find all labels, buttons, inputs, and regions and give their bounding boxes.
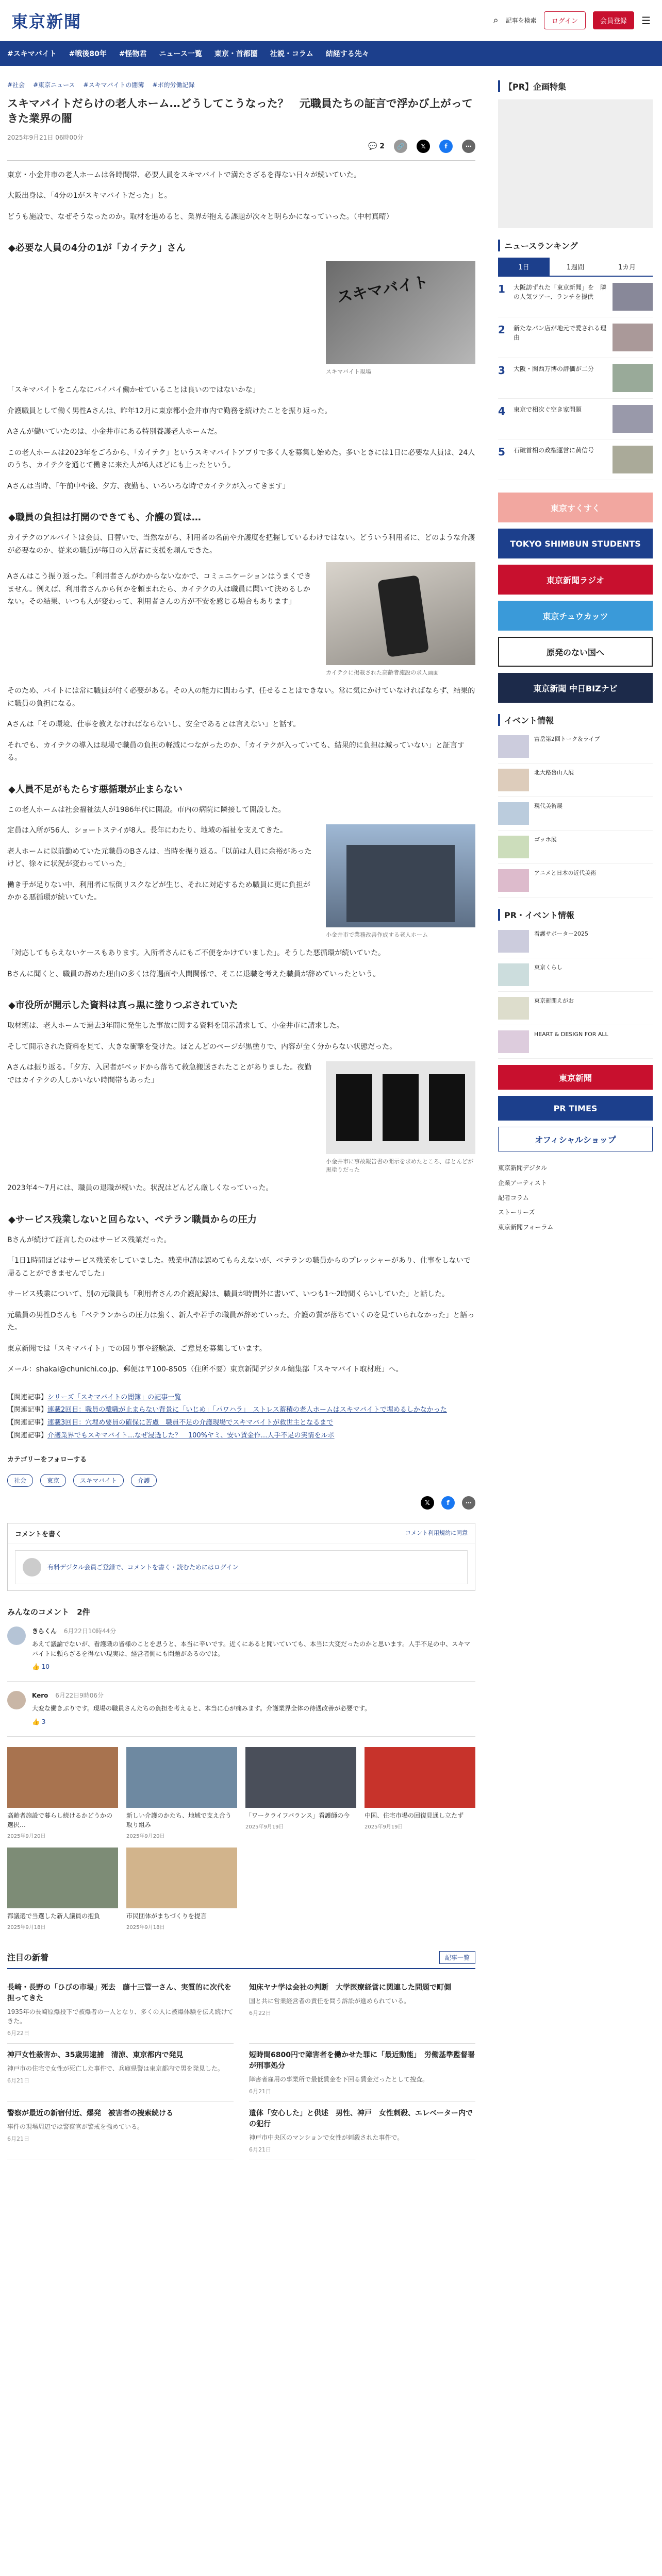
site-header: [0, 0, 662, 41]
paragraph: 介護職員として働く男性Aさんは、昨年12月に東京都小金井市内で勤務を続けたことを振り返った。: [7, 406, 332, 415]
paragraph: 東京新聞では「スキマバイト」での困り事や経験談、ご意見を募集しています。: [7, 1344, 267, 1353]
breadcrumb: [7, 80, 475, 89]
pr-title: 東京新聞えがお: [534, 997, 574, 1004]
promo-banner[interactable]: 東京新聞ラジオ: [498, 565, 653, 595]
sidebar: [498, 72, 653, 1235]
latest-more-link[interactable]: 記事一覧: [439, 1951, 475, 1964]
latest-item-date: 6月21日: [249, 2088, 271, 2095]
recommend-card[interactable]: [245, 1747, 356, 1839]
promo-banner[interactable]: 原発のない国へ: [498, 637, 653, 667]
more-link[interactable]: ストーリーズ: [498, 1209, 535, 1216]
card-title: 「ワークライフバランス」看護師の今: [245, 1811, 350, 1819]
latest-item-title: 警察が最近の新宿付近、爆発 被害者の捜索続ける: [7, 2109, 173, 2117]
event-item[interactable]: [498, 764, 653, 797]
paragraph: Aさんは振り返る。「夕方、入居者がベッドから落ちて救急搬送されたことがありました。夜勤ではカイテクの人しかいない時間帯もあった」: [7, 1063, 312, 1084]
comment-date: 6月22日10時44分: [63, 1627, 117, 1635]
card-image: [365, 1747, 475, 1808]
more-share-icon[interactable]: ⋯: [462, 140, 475, 153]
card-image: [245, 1747, 356, 1808]
event-item[interactable]: [498, 864, 653, 897]
latest-item[interactable]: [249, 2102, 475, 2160]
related-label: 【関連記事】: [7, 1393, 48, 1401]
pr-title: 【PR】企画特集: [498, 80, 653, 92]
ranking-title: ニュースランキング: [498, 240, 653, 251]
more-link[interactable]: 東京新聞デジタル: [498, 1164, 548, 1172]
event-title: 富岳第2回トーク＆ライブ: [534, 736, 600, 742]
related-label: 【関連記事】: [7, 1406, 48, 1414]
paragraph: そして開示された資料を見て、大きな衝撃を受けた。ほとんどのページが黒塗りで、内容が全く分からない状態だった。: [7, 1042, 397, 1051]
card-image: [7, 1848, 118, 1908]
rank-number: 1: [498, 283, 505, 295]
register-button[interactable]: 会員登録: [593, 11, 634, 29]
paragraph: Bさんに聞くと、職員の辞めた理由の多くは待遇面や人間関係で、そこに退職を考えた職員が辞めていったという。: [7, 970, 380, 978]
related-link[interactable]: 介護業界でもスキマバイト…なぜ浸透した？ 100%ヤミ、安い賃金作…人手不足の実情をルポ: [47, 1431, 335, 1439]
article-title: スキマバイトだらけの老人ホーム…どうしてこうなった？ 元職員たちの証言で浮かび上がってきた業界の闇: [7, 97, 473, 125]
latest-item-title: 神戸女性殺害か、35歳男逮捕 清涼、東京都内で発見: [7, 2050, 184, 2059]
related-link[interactable]: 連載3回目：穴埋め要員の確保に苦慮 職員不足の介護現場でスキマバイトが救世主となるまで: [47, 1419, 334, 1427]
card-title: 市民団体がまちづくりを提言: [126, 1912, 207, 1920]
breadcrumb-item[interactable]: #東京ニュース: [33, 81, 75, 89]
recommend-grid: [7, 1747, 475, 1930]
latest-item[interactable]: [249, 1976, 475, 2044]
latest-item[interactable]: [7, 2102, 234, 2160]
x-share-icon[interactable]: 𝕏: [421, 1496, 434, 1510]
latest-item-date: 6月21日: [7, 2135, 29, 2142]
promo-banner[interactable]: 東京チュウカッツ: [498, 601, 653, 631]
ranking-item[interactable]: [498, 317, 653, 358]
article-photo[interactable]: [326, 824, 475, 927]
article-photo[interactable]: スキマバイト: [326, 261, 475, 364]
pr-thumb: [498, 1030, 529, 1053]
ranking-tabs: [498, 258, 653, 277]
ranking-item[interactable]: [498, 277, 653, 317]
article-date: 2025年9月21日 06時00分: [7, 133, 84, 141]
facebook-share-icon[interactable]: f: [439, 140, 453, 153]
promo-banner[interactable]: 東京新聞 中日BIZナビ: [498, 673, 653, 703]
comment-list: [7, 1617, 475, 1737]
paragraph: 働き手が足りない中、利用者に転倒リスクなどが生じ、それに対応するため職員に更に負担がかかる悪循環が続いていた。: [7, 880, 310, 902]
card-title: 都議選で当選した新人議員の抱負: [7, 1912, 101, 1920]
global-nav: [0, 41, 662, 66]
rank-title: 大阪訪ずれた「東京新聞」を 隣の人気ツアー、ランチを提供: [514, 284, 607, 300]
section-heading: ◆市役所が開示した資料は真っ黒に塗りつぶされていた: [8, 1000, 238, 1011]
event-thumb: [498, 735, 529, 758]
follow-tag[interactable]: スキマバイト: [73, 1474, 124, 1487]
paragraph: 老人ホームに以前勤めていた元職員のBさんは、当時を振り返る。「以前は人員に余裕があったけど、徐々に状況が変わっていった」: [7, 847, 312, 869]
lead-paragraph: 東京・小金井市の老人ホームは各時間帯、必要人員をスキマバイトで満たさざるを得ない日々が続いていた。: [7, 171, 361, 179]
rank-title: 大阪・関西万博の評価が二分: [514, 365, 594, 372]
paragraph: 取材班は、老人ホームで過去3年間に発生した事故に関する資料を開示請求して、小金井市に請求した。: [7, 1022, 344, 1030]
site-logo[interactable]: 東京新聞: [11, 11, 82, 31]
paragraph: どうも施設で、なぜそうなったのか。取材を進めると、業界が抱える課題が次々と明らかになっていった。（中村真晴）: [7, 212, 393, 221]
card-title: 中国、住宅市場の回復見通し立たず: [365, 1811, 464, 1819]
follow-tags: [7, 1474, 475, 1487]
pr-title: HEART & DESIGN FOR ALL: [534, 1031, 608, 1038]
paragraph: それでも、カイテクの導入は現場で職員の負担の軽減につながったのか、「カイテクが入っていても、結果的に負担は減っていない」と証言する。: [7, 741, 465, 762]
recommend-card[interactable]: [126, 1848, 237, 1930]
menu-icon[interactable]: ☰: [641, 14, 651, 27]
like-icon[interactable]: 👍: [32, 1718, 40, 1725]
pr-thumb: [498, 963, 529, 986]
pr-thumb: [498, 930, 529, 953]
promo-banner[interactable]: TOKYO SHIMBUN STUDENTS: [498, 529, 653, 558]
pr2-title: PR・イベント情報: [498, 909, 653, 921]
event-item[interactable]: [498, 730, 653, 764]
facebook-share-icon[interactable]: f: [441, 1496, 455, 1510]
login-button[interactable]: ログイン: [544, 11, 586, 29]
follow-label: カテゴリーをフォローする: [7, 1455, 87, 1464]
breadcrumb-item[interactable]: #ポ的労働記録: [152, 81, 195, 89]
paragraph: そのため、バイトには常に職員が付く必要がある。その人の能力に関わらず、任せることはできない。常に気にかけていなければならず、結果的に職員の負担になる。: [7, 687, 475, 708]
pr-thumb: [498, 997, 529, 1020]
x-share-icon[interactable]: 𝕏: [417, 140, 430, 153]
nav-item[interactable]: ニュース一覧: [159, 50, 202, 58]
follow-tag[interactable]: 東京: [40, 1474, 66, 1487]
breadcrumb-item[interactable]: #スキマバイトの闇簿: [83, 81, 144, 89]
paragraph: この老人ホームは社会福祉法人が1986年代に開設。市内の病院に隣接して開設した。: [7, 805, 286, 814]
paragraph: 「1日1時間ほどはサービス残業をしていました。残業申請は認めてもらえないが、ベテランの職員からのプレッシャーがあり、仕事をしないで帰ることができませんでした」: [7, 1257, 471, 1278]
comment-user: きらくん: [32, 1627, 57, 1635]
section-heading: ◆必要な人員の4分の1が「カイテク」さん: [8, 243, 186, 254]
like-count: 10: [41, 1663, 50, 1671]
comment-text: 大変な働きぶりです。現場の職員さんたちの負担を考えると、本当に心が痛みます。介護業界全体の待遇改善が必要です。: [32, 1705, 371, 1713]
event-title: 北大路魯山人展: [534, 769, 574, 776]
comment-item: [7, 1617, 475, 1682]
latest-item-date: 6月21日: [249, 2146, 271, 2153]
event-thumb: [498, 836, 529, 858]
more-link[interactable]: 東京新聞フォーラム: [498, 1224, 554, 1231]
follow-tag[interactable]: 介護: [131, 1474, 157, 1487]
related-links: [7, 1392, 475, 1443]
latest-item[interactable]: [7, 2044, 234, 2102]
card-date: 2025年9月19日: [365, 1824, 403, 1830]
rank-title: 石破首相の政権運営に黄信号: [514, 447, 594, 454]
rank-thumb: [613, 364, 653, 392]
pr2-list: [498, 925, 653, 1059]
latest-item-date: 6月21日: [7, 2077, 29, 2084]
follow-tag[interactable]: 社会: [7, 1474, 33, 1487]
avatar: [23, 1558, 41, 1577]
event-thumb: [498, 769, 529, 791]
latest-item-summary: 障害者雇用の事業所で最低賃金を下回る賃金だったとして捜査。: [249, 2075, 429, 2083]
section-heading: ◆人員不足がもたらす悪循環が止まらない: [8, 784, 183, 795]
comments-count: 2件: [77, 1607, 90, 1617]
latest-item-title: 短時間6800円で障害者を働かせた罪に「最近動能」 労働基準監督署が刑事処分: [249, 2050, 475, 2070]
comment-form-title: コメントを書く: [15, 1530, 62, 1538]
rank-title: 東京で相次ぐ空き家問題: [514, 406, 582, 413]
more-links: [498, 1161, 653, 1235]
paragraph: 「スキマバイトをこんなにバイバイ働かせていることは良いのではないかな」: [7, 386, 260, 395]
link-copy-icon[interactable]: 🔗: [394, 140, 407, 153]
nav-item[interactable]: 社説・コラム: [270, 50, 313, 58]
latest-item-date: 6月22日: [249, 2009, 271, 2016]
more-link[interactable]: 記者コラム: [498, 1194, 529, 1201]
latest-item-date: 6月22日: [7, 2029, 29, 2037]
paragraph: 定員は入所が56人、ショートステイが8人。長年にわたり、地域の福祉を支えてきた。: [7, 826, 288, 835]
recommend-card[interactable]: [7, 1848, 118, 1930]
events-title: イベント情報: [498, 714, 653, 726]
events-list: [498, 730, 653, 897]
paragraph: Bさんが続けて証言したのはサービス残業だった。: [7, 1235, 171, 1244]
latest-title: 注目の新着: [7, 1952, 49, 1962]
photo-caption: スキマバイト現場: [326, 368, 371, 376]
ranking-item[interactable]: [498, 399, 653, 439]
card-date: 2025年9月20日: [7, 1833, 46, 1839]
rank-number: 4: [498, 405, 505, 417]
paragraph: カイテクのアルバイトは会員、日替いで、当然ながら、利用者の名前や介護度を把握しているわけではない。どういう利用者に、どのような介護が必要なのか、従来の職員が毎日の入居者に支援を頼んできた。: [7, 534, 475, 555]
nav-item[interactable]: #スキマバイト: [7, 50, 57, 58]
nav-item[interactable]: #戦後80年: [69, 50, 107, 58]
event-thumb: [498, 869, 529, 892]
latest-item-summary: 事件の現場周辺では警察官が警戒を強めている。: [7, 2123, 144, 2130]
ad-slot[interactable]: [498, 99, 653, 228]
card-title: 新しい介護のかたち、地域で支え合う取り組み: [126, 1811, 232, 1828]
latest-item-title: 長崎・長野の「ひびの市場」死去 藤十三管一さん、実質的に次代を担ってきた: [7, 1983, 231, 2003]
event-title: 現代美術展: [534, 803, 562, 809]
tab-1day[interactable]: 1日: [498, 258, 550, 276]
link-banner[interactable]: PR TIMES: [498, 1096, 653, 1121]
card-date: 2025年9月20日: [126, 1833, 165, 1839]
photo-caption: カイテクに掲載された高齢者施設の求人画面: [326, 669, 439, 676]
tab-1month[interactable]: 1カ月: [618, 264, 636, 272]
event-item[interactable]: [498, 797, 653, 831]
recommend-card[interactable]: [7, 1747, 118, 1839]
photo-caption: 小金井市で業務改善作成する老人ホーム: [326, 931, 428, 939]
comment-date: 6月22日9時06分: [55, 1692, 104, 1700]
comment-user: Kero: [32, 1692, 48, 1700]
comment-form: [7, 1523, 475, 1591]
avatar: [7, 1626, 26, 1645]
recommend-card[interactable]: [126, 1747, 237, 1839]
latest-item-summary: 神戸市中央区のマンションで女性が刺殺された事件で。: [249, 2133, 404, 2141]
card-image: [126, 1848, 237, 1908]
card-image: [7, 1747, 118, 1808]
paragraph: 大阪出身は、「4分の1がスキマバイトだった」と。: [7, 192, 172, 200]
comment-count-icon[interactable]: 💬 2: [368, 142, 385, 150]
pr-title: 東京くらし: [534, 964, 562, 971]
recommend-card[interactable]: [365, 1747, 475, 1839]
paragraph: 元職員の男性Dさんも「ベテランからの圧力は強く、新人や若手の職員が辞めていった。介護の質が落ちていくのを見ていられなかった」と語った。: [7, 1311, 475, 1332]
comment-text: あえて議論でないが、看護職の皆様のことを思うと、本当に辛いです。近くにあると聞いていても、本当に大変だったのかと思います。人手不足の中、スキマバイトに頼らざるを得ない現実は、経営者側にも問題があるのでは。: [32, 1640, 471, 1657]
related-label: 【関連記事】: [7, 1431, 48, 1439]
latest-list: [7, 1976, 475, 2160]
latest-item-title: 知床ヤナ学は会社の判断 大学医療経営に関連した問題で町側: [249, 1983, 451, 1992]
card-date: 2025年9月19日: [245, 1824, 284, 1830]
breadcrumb-item[interactable]: #社会: [7, 81, 25, 89]
divider: [7, 160, 475, 161]
article-main: [7, 72, 475, 2160]
latest-item[interactable]: [7, 1976, 234, 2044]
comment-rules-link[interactable]: コメント利用規約に同意: [405, 1529, 468, 1536]
rank-number: 2: [498, 324, 505, 336]
like-icon[interactable]: 👍: [32, 1663, 40, 1671]
ranking-item[interactable]: [498, 358, 653, 399]
related-link[interactable]: 連載2回目：職員の離職が止まらない背景に「いじめ」「パワハラ」 ストレス蓄積の老人ホームはスキマバイトで埋めるしかなかった: [47, 1406, 447, 1414]
nav-item[interactable]: 東京・首都圏: [214, 50, 258, 58]
photo-caption: 小金井市に事故報告書の開示を求めたところ、ほとんどが黒塗りだった: [326, 1158, 473, 1174]
event-item[interactable]: [498, 831, 653, 864]
comments-title: みんなのコメント: [7, 1607, 70, 1617]
more-link[interactable]: 企業アーティスト: [498, 1179, 547, 1187]
rank-number: 3: [498, 364, 505, 377]
latest-item-title: 遺体「安心した」と供述 男性、神戸 女性刺殺、エレベーター内での犯行: [249, 2109, 473, 2128]
latest-item-summary: 神戸市の住宅で女性が死亡した事件で、兵庫県警は東京都内で男を発見した。: [7, 2064, 224, 2072]
card-date: 2025年9月18日: [7, 1924, 46, 1930]
pr-item[interactable]: [498, 958, 653, 992]
rank-title: 新たなパン店が地元で愛される理由: [514, 325, 607, 341]
like-count: 3: [41, 1718, 46, 1725]
paragraph: Aさんはこう振り返った。「利用者さんがわからないなかで、コミュニケーションはうまくできません。例えば、利用者さんから何かを頼まれたら、カイテクの人は職員に聞いて決めるしかない。その結果、いつも人が変わって、利用者さんの方が不安を感じる場合もあります」: [7, 572, 311, 606]
rank-number: 5: [498, 446, 505, 458]
nav-item[interactable]: 結経する先々: [325, 50, 369, 58]
paragraph: この老人ホームは2023年をごろから、「カイテク」というスキマバイトアプリで多く人を募集し始めた。多いときには1日に必要な人員は、24人のうち、カイテクを通じて働きに来た人が6人ほどにも上ったという。: [7, 448, 475, 470]
comment-login-link[interactable]: 有料デジタル会員ご登録で、コメントを書く・読むためにはログイン: [47, 1564, 239, 1571]
paragraph: Aさんは「その環境、仕事を教えなければならないし、安全であるとは言えない」と話す。: [7, 720, 301, 729]
tab-1week[interactable]: 1週間: [566, 264, 585, 272]
link-banner[interactable]: オフィシャルショップ: [498, 1127, 653, 1151]
ranking-list: [498, 277, 653, 480]
ranking-item[interactable]: [498, 439, 653, 480]
search-link[interactable]: 記事を検索: [505, 17, 537, 24]
contact-info: メール：shakai@chunichi.co.jp、郵便は〒100-8505（住所不要）東京新聞デジタル編集部「スキマバイト取材班」へ。: [7, 1365, 403, 1374]
more-share-icon[interactable]: ⋯: [462, 1496, 475, 1510]
article-photo[interactable]: [326, 1061, 475, 1154]
paragraph: 2023年4〜7月には、職員の退職が続いた。状況はどんどん厳しくなっていった。: [7, 1184, 273, 1193]
event-thumb: [498, 802, 529, 825]
card-date: 2025年9月18日: [126, 1924, 165, 1930]
paragraph: サービス残業について、別の元職員も「利用者さんの介護記録は、職員が時間外に書いて、いつも1〜2時間くらいしていた」と話した。: [7, 1290, 449, 1299]
pr-item[interactable]: [498, 925, 653, 958]
pr-title: 看護サポーター2025: [534, 930, 588, 937]
nav-item[interactable]: #怪物君: [119, 50, 147, 58]
rank-thumb: [613, 324, 653, 351]
card-image: [126, 1747, 237, 1808]
card-title: 高齢者施設で暮らし続けるかどうかの選択…: [7, 1811, 113, 1828]
paragraph: Aさんが働いていたのは、小金井市にある特別養護老人ホームだ。: [7, 428, 222, 436]
rank-thumb: [613, 446, 653, 473]
promo-banner[interactable]: 東京すくすく: [498, 493, 653, 522]
search-icon[interactable]: ⌕: [493, 15, 499, 26]
latest-item[interactable]: [249, 2044, 475, 2102]
article-photo[interactable]: [326, 562, 475, 665]
section-heading: ◆職員の負担は打開のできても、介護の質は…: [8, 512, 201, 523]
comment-count: 2: [379, 142, 385, 150]
paragraph: Aさんは当時、「午前中や後、夕方、夜勤も、いろいろな時でカイテクが入ってきます」: [7, 482, 290, 490]
related-link[interactable]: シリーズ「スキマバイトの闇簿」の記事一覧: [47, 1393, 181, 1401]
event-title: ゴッホ展: [534, 836, 557, 843]
comment-item: [7, 1682, 475, 1737]
section-heading: ◆サービス残業しないと回らない、ベテラン職員からの圧力: [8, 1214, 257, 1225]
latest-item-summary: 1935年の長崎原爆投下で被爆者の一人となり、多くの人に被爆体験を伝え続けてきた。: [7, 2008, 234, 2025]
pr-item[interactable]: [498, 1025, 653, 1059]
paragraph: 「対応してもらえないケースもあります。入所者さんにもご不便をかけていました」。そうした悪循環が続いていた。: [7, 949, 386, 958]
rank-thumb: [613, 283, 653, 311]
link-banner[interactable]: 東京新聞: [498, 1065, 653, 1090]
avatar: [7, 1691, 26, 1709]
event-title: アニメと日本の近代美術: [534, 870, 597, 876]
rank-thumb: [613, 405, 653, 433]
related-label: 【関連記事】: [7, 1419, 48, 1427]
pr-item[interactable]: [498, 992, 653, 1025]
latest-item-summary: 国と共に営業経営者の責任を問う訴訟が進められている。: [249, 1997, 410, 2005]
